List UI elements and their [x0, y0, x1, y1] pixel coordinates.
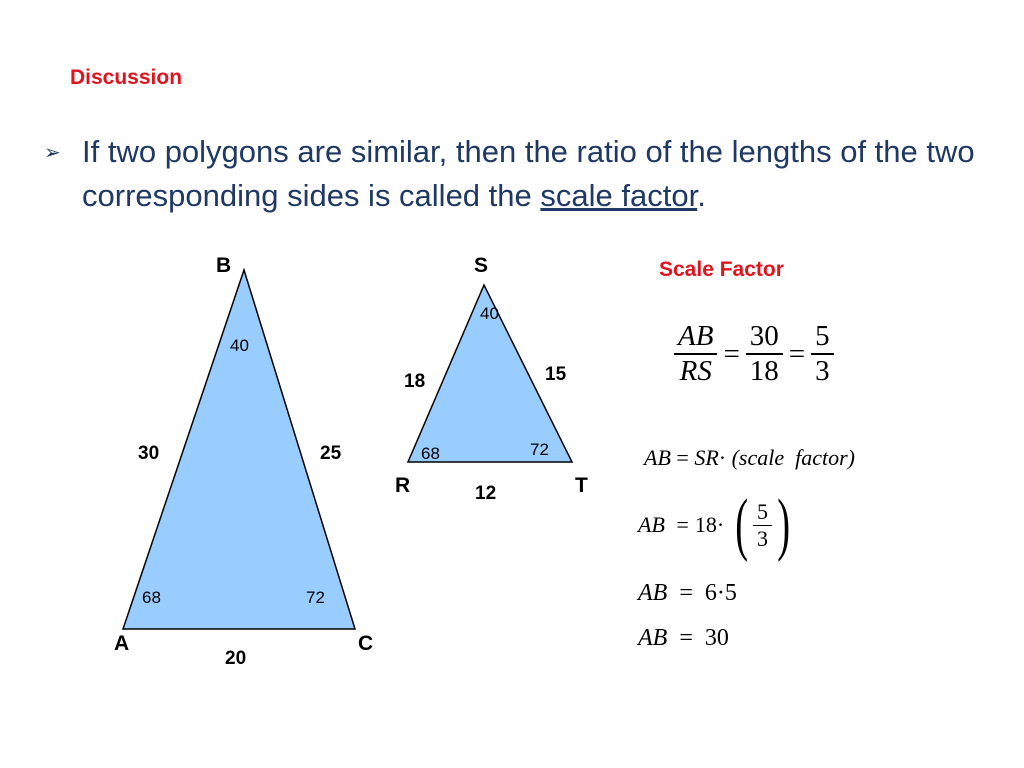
vertex-a-label: A	[114, 632, 130, 655]
slide-heading: Discussion	[70, 66, 183, 89]
angle-c-label: 72	[306, 588, 325, 607]
fraction-ab-rs: $\frac{AB}{RS}$	[674, 320, 717, 389]
angle-b-label: 40	[230, 336, 249, 355]
left-paren: (	[734, 486, 748, 563]
equation-line-2: AB = 18· ( $\frac{5}{3}$ )	[638, 486, 791, 563]
vertex-r-label: R	[395, 474, 411, 497]
fraction-5-3: $\frac{5}{3}$	[811, 320, 834, 389]
right-paren: )	[777, 486, 791, 563]
side-rs-label: 18	[404, 371, 426, 392]
definition-text-start: If two polygons are similar, then the ratio of the lengths of the two corresponding sides is called the	[82, 134, 975, 213]
vertex-b-label: B	[216, 254, 232, 277]
vertex-c-label: C	[358, 632, 374, 655]
angle-a-label: 68	[142, 588, 161, 607]
definition-text-end: .	[697, 178, 706, 213]
equation-line-1: AB = SR· (scale factor)	[644, 445, 855, 470]
angle-t-label: 72	[530, 440, 549, 459]
scale-factor-title: Scale Factor	[659, 258, 784, 281]
fraction-30-18: $\frac{30}{18}$	[746, 320, 783, 389]
side-bc-label: 25	[320, 443, 342, 464]
side-st-label: 15	[545, 364, 567, 385]
equation-line-3: AB = 6·5	[638, 580, 737, 606]
vertex-t-label: T	[575, 474, 588, 497]
scale-factor-term: scale factor	[540, 178, 698, 213]
equation-line-4: AB = 30	[638, 625, 729, 651]
fraction-5-3-b: $\frac{5}{3}$	[753, 499, 772, 551]
ratio-equation: $\frac{AB}{RS}$ = $\frac{30}{18}$ = $\frac{5}{3}$	[674, 320, 834, 389]
vertex-s-label: S	[474, 254, 489, 277]
angle-r-label: 68	[421, 444, 440, 463]
bullet-arrow-icon: ➢	[44, 142, 61, 164]
side-ab-label: 30	[138, 443, 160, 464]
side-ac-label: 20	[225, 648, 247, 669]
angle-s-label: 40	[480, 304, 499, 323]
side-rt-label: 12	[475, 483, 497, 504]
